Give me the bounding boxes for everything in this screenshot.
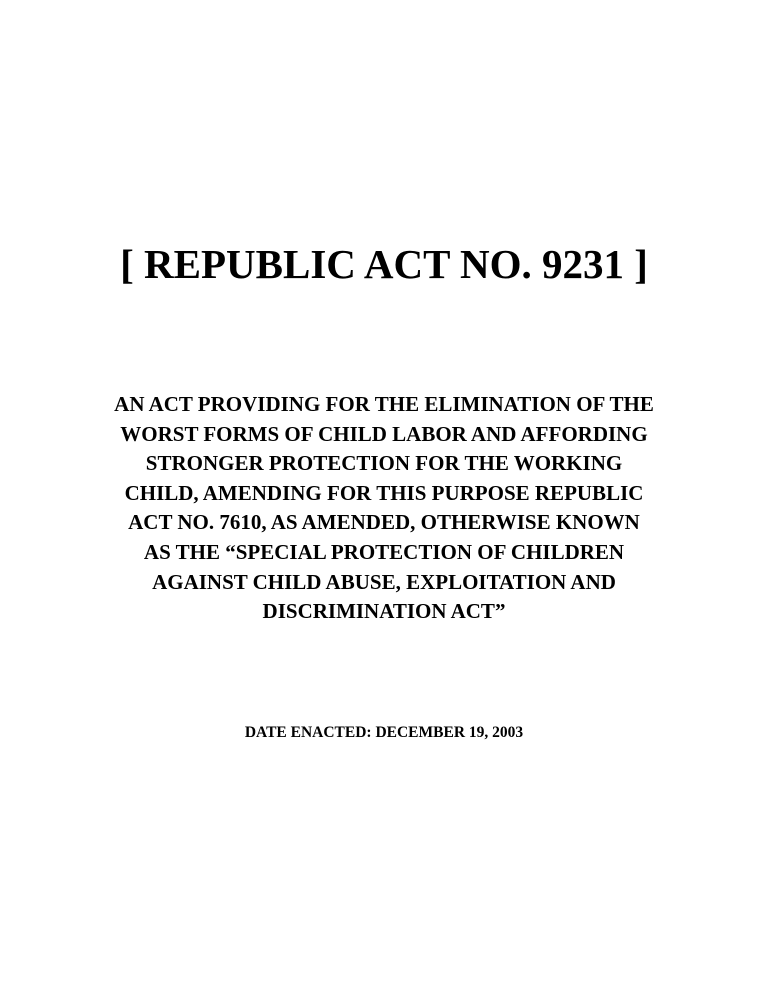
long-title-line: ACT NO. 7610, AS AMENDED, OTHERWISE KNOWN [128,510,640,535]
long-title-line: STRONGER PROTECTION FOR THE WORKING [145,451,623,476]
long-title-line: AS THE “SPECIAL PROTECTION OF CHILDREN [143,539,625,564]
long-title-line: AGAINST CHILD ABUSE, EXPLOITATION AND [152,569,616,594]
document-title: [ REPUBLIC ACT NO. 9231 ] [120,241,648,287]
long-title-line: WORST FORMS OF CHILD LABOR AND AFFORDING [120,421,648,446]
act-long-title [0,390,768,627]
long-title-line: AN ACT PROVIDING FOR THE ELIMINATION OF THE [114,392,654,416]
date-enacted: DATE ENACTED: DECEMBER 19, 2003 [244,724,524,741]
long-title-line: CHILD, AMENDING FOR THIS PURPOSE REPUBLIC [124,480,644,505]
long-title-line: DISCRIMINATION ACT” [262,599,506,624]
